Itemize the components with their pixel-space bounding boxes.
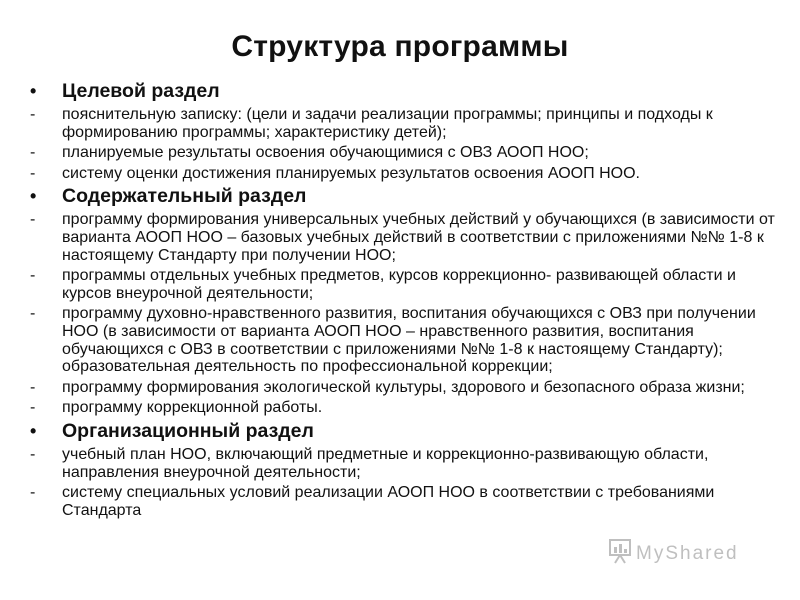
list-item [30, 144, 780, 162]
dash: - [30, 144, 36, 162]
page-title: Структура программы [231, 30, 569, 63]
list-item [30, 484, 780, 519]
watermark-text: MyShared [636, 543, 739, 564]
list-item-text: учебный план НОО, включающий предметные и коррекционно-развивающую области, направления внеурочной деятельности; [62, 445, 709, 481]
slide-content [30, 78, 780, 522]
list-item-text: программу духовно-нравственного развития, воспитания обучающихся с ОВЗ при получении НОО (в зависимости от варианта АООП НОО – нравственного развития, воспитания обучающихся с ОВЗ в соответствии с приложениями №№ 1-8 к настоящему Стандарту); образовательная деятельность по профессиональной коррекции; [62, 305, 756, 376]
list-item-text: систему специальных условий реализации АООП НОО в соответствии с требованиями Стандарта [62, 484, 715, 519]
dash: - [30, 445, 36, 463]
dash: - [30, 378, 36, 396]
dash: - [30, 267, 36, 285]
list-item-text: программы отдельных учебных предметов, курсов коррекционно- развивающей области и курсов внеурочной деятельности; [62, 267, 736, 302]
list-item [30, 399, 780, 417]
list-item-text: программу формирования экологической культуры, здорового и безопасного образа жизни; [62, 378, 745, 396]
list-item [30, 446, 780, 481]
list-item-text: пояснительную записку: (цели и задачи реализации программы; принципы и подходы к формированию программы; характеристику детей); [62, 106, 713, 141]
dash: - [30, 399, 36, 417]
dash: - [30, 484, 36, 502]
list-item-text: систему оценки достижения планируемых результатов освоения АООП НОО. [62, 164, 640, 182]
watermark [608, 538, 739, 570]
bullet: • [30, 420, 37, 441]
section-heading [30, 185, 780, 208]
dash: - [30, 106, 36, 123]
section-title: Содержательный раздел [62, 185, 307, 208]
section-heading [30, 420, 780, 443]
section-title: Организационный раздел [62, 419, 314, 442]
presentation-board-icon [608, 538, 632, 570]
section-heading [30, 80, 780, 103]
list-item-text: программу коррекционной работы. [62, 399, 323, 417]
dash: - [30, 211, 36, 229]
list-item [30, 379, 780, 397]
list-item [30, 305, 780, 375]
list-item-text: планируемые результаты освоения обучающимися с ОВЗ АООП НОО; [62, 144, 589, 162]
section-title: Целевой раздел [62, 80, 220, 102]
list-item [30, 211, 780, 264]
list-item-text: программу формирования универсальных учебных действий у обучающихся (в зависимости от варианта АООП НОО – базовых учебных действий в соответствии с приложениями №№ 1-8 к настоящему Стандарту при получении НОО; [62, 211, 775, 264]
list-item [30, 106, 780, 141]
list-item [30, 267, 780, 302]
dash: - [30, 305, 36, 323]
list-item [30, 165, 780, 183]
dash: - [30, 164, 36, 182]
bullet: • [30, 81, 37, 101]
bullet: • [30, 186, 37, 207]
